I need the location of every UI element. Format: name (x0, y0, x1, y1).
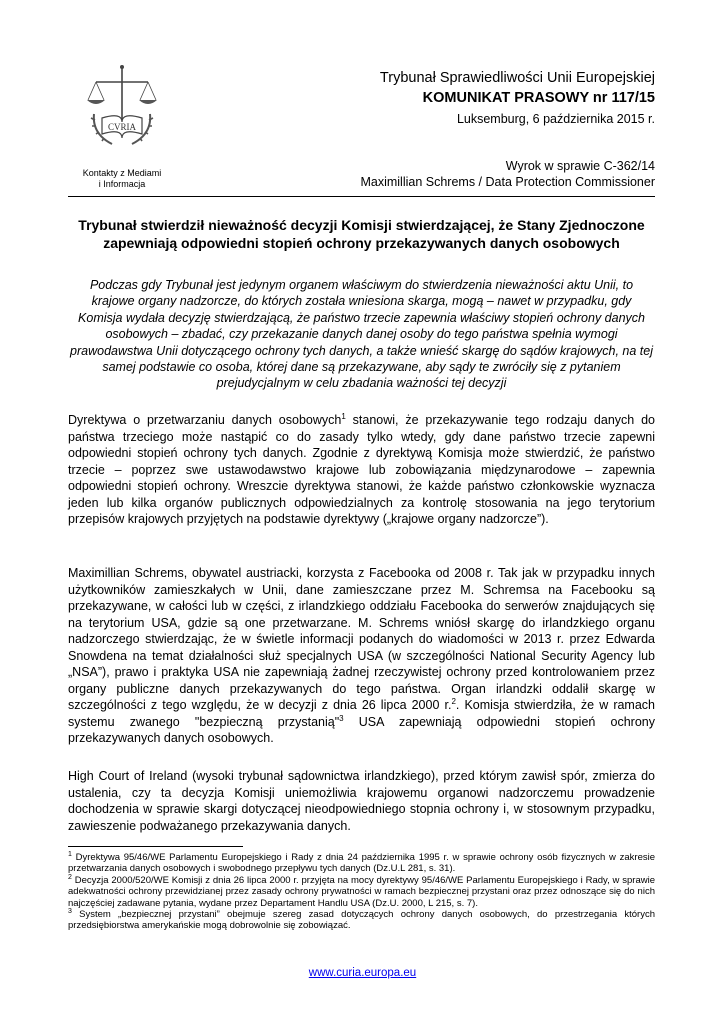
curia-logo (82, 62, 162, 152)
p2-text-b: . Komisja stwierdziła, że w ramach systemu zwanego "bezpieczną przystanią" (68, 698, 655, 729)
footnote-text: System „bezpiecznej przystani” obejmuje szereg zasad dotyczących ochrony danych osobowych, do przestrzegania których przedsiębiorstwa amerykańskie mogą dobrowolnie się zobowiązać. (68, 909, 655, 932)
body-paragraph-1 (68, 412, 655, 528)
footnote-1 (68, 852, 655, 875)
footnote-number: 3 (68, 907, 72, 915)
place-date: Luksemburg, 6 października 2015 r. (456, 112, 655, 126)
court-name: Trybunał Sprawiedliwości Unii Europejskiej (379, 70, 655, 86)
p1-text-a: Dyrektywa o przetwarzaniu danych osobowych (68, 413, 342, 427)
case-parties: Maximillian Schrems / Data Protection Commissioner (360, 175, 655, 189)
footnote-number: 2 (68, 873, 72, 881)
case-reference (360, 158, 655, 190)
footnote-ref-2[interactable]: 2 (451, 696, 456, 706)
p1-text-b: stanowi, że przekazywanie tego rodzaju danych do państwa trzeciego może nastąpić co do zasady tylko wtedy, gdy dane państwo trzecie zapewni odpowiedni stopień ochrony tych danych. Zgodnie z dyrektywą Komisja może stwierdzić, że państwo trzecie – poprzez swe ustawodawstwo krajowe lub zobowiązania międzynarodowe – zapewnia odpowiedni stopień ochrony. Wreszcie dyrektywa stanowi, że każde państwo członkowskie wyznacza jeden lub kilka organów publicznych odpowiedzialnych za kontrolę stosowania na jego terytorium przepisów krajowych przyjętych na podstawie dyrektywy („krajowe organy nadzorcze”). (68, 413, 655, 526)
media-contact (62, 168, 182, 190)
contact-line-2: i Informacja (98, 179, 146, 189)
p2-text-a: Maximillian Schrems, obywatel austriacki, korzysta z Facebooka od 2008 r. Tak jak w przypadku innych użytkowników zamieszkałych w Unii, dane zamieszczane przez M. Schremsa na Facebooku są przekazywane, w całości lub w części, z irlandzkiego oddziału Facebooka do serwerów znajdujących się na terytorium USA, gdzie są one przetwarzane. M. Schrems wniósł skargę do irlandzkiego organu nadzorczego stwierdzając, że w świetle informacji podanych do wiadomości w 2013 r. przez Edwarda Snowdena na temat działalności służ specjalnych USA (w szczególności National Security Agency lub „NSA”), prawo i praktyka USA nie zapewniają żadnej rzeczywistej ochrony przed kontrolowaniem przez organy publiczne danych przekazywanych do tego państwa. Organ irlandzki oddalił skargę w szczególności z tego względu, że w decyzji z dnia 26 lipca 2000 r. (68, 566, 655, 712)
contact-line-1: Kontakty z Mediami (82, 168, 162, 178)
body-paragraph-3: High Court of Ireland (wysoki trybunał sądownictwa irlandzkiego), przed którym zawisł spór, zmierza do ustalenia, czy ta decyzja Komisji uniemożliwia krajowemu organowi nadzorczemu prowadzenie dochodzenia w sprawie skargi dotyczącej nieodpowiedniego stopnia ochrony i, w stosownym przypadku, zawieszenie podważanego przekazywania danych. (68, 769, 655, 833)
press-release-header (380, 68, 655, 128)
svg-text:CVRIA: CVRIA (107, 122, 137, 132)
header-divider (68, 196, 655, 197)
footnote-divider (68, 846, 243, 847)
p2-text-c: USA zapewniają odpowiedni stopień ochrony przekazywanych danych osobowych. (68, 714, 655, 745)
intro-summary: Podczas gdy Trybunał jest jedynym organem właściwym do stwierdzenia nieważności aktu Unii, to krajowe organy nadzorcze, do których została wniesiona skarga, mogą – nawet w przypadku, gdy Komisja wydała decyzję stwierdzającą, że państwo trzecie zapewnia właściwy stopień ochrony danych osobowych – zbadać, czy przekazanie danych danej osoby do tego państwa spełnia wymogi prawodawstwa Unii dotyczącego ochrony tych danych, a także wnieść skargę do sądów krajowych, na tej samej podstawie co osoba, której dane są przekazywane, aby sądy te zwróciły się z pytaniem prejudycjalnym w celu zbadania ważności tej decyzji (70, 278, 653, 391)
footnote-number: 1 (68, 850, 72, 858)
footnote-ref-3[interactable]: 3 (339, 713, 344, 723)
headline: Trybunał stwierdził nieważność decyzji Komisji stwierdzającej, że Stany Zjednoczone zapewniają odpowiedni stopień ochrony przekazywanych danych osobowych (78, 217, 645, 251)
footnote-2 (68, 875, 655, 909)
footnote-text: Dyrektywa 95/46/WE Parlamentu Europejskiego i Rady z dnia 24 października 1995 r. w sprawie ochrony osób fizycznych w zakresie przetwarzania danych osobowych i swobodnego przepływu tych danych (Dz.U.L 281, s. 31). (68, 852, 655, 875)
footnotes (68, 852, 655, 932)
curia-website-link[interactable]: www.curia.europa.eu (308, 967, 417, 979)
footnote-ref-1[interactable]: 1 (341, 411, 346, 421)
judgment-case: Wyrok w sprawie C-362/14 (505, 159, 655, 173)
footnote-text: Decyzja 2000/520/WE Komisji z dnia 26 lipca 2000 r. przyjęta na mocy dyrektywy 95/46/WE Parlamentu Europejskiego i Rady, w sprawie adekwatności ochrony przewidzianej przez zasady ochrony prywatności w ramach bezpiecznej przystani oraz przez odnoszące się do nich najczęściej zadawane pytania, wydane przez Departament Handlu USA (Dz.U. 2000, L 215, s. 7). (68, 874, 655, 909)
press-release-number: KOMUNIKAT PRASOWY nr 117/15 (422, 90, 655, 106)
body-paragraph-2 (68, 565, 655, 747)
footnote-3 (68, 909, 655, 932)
